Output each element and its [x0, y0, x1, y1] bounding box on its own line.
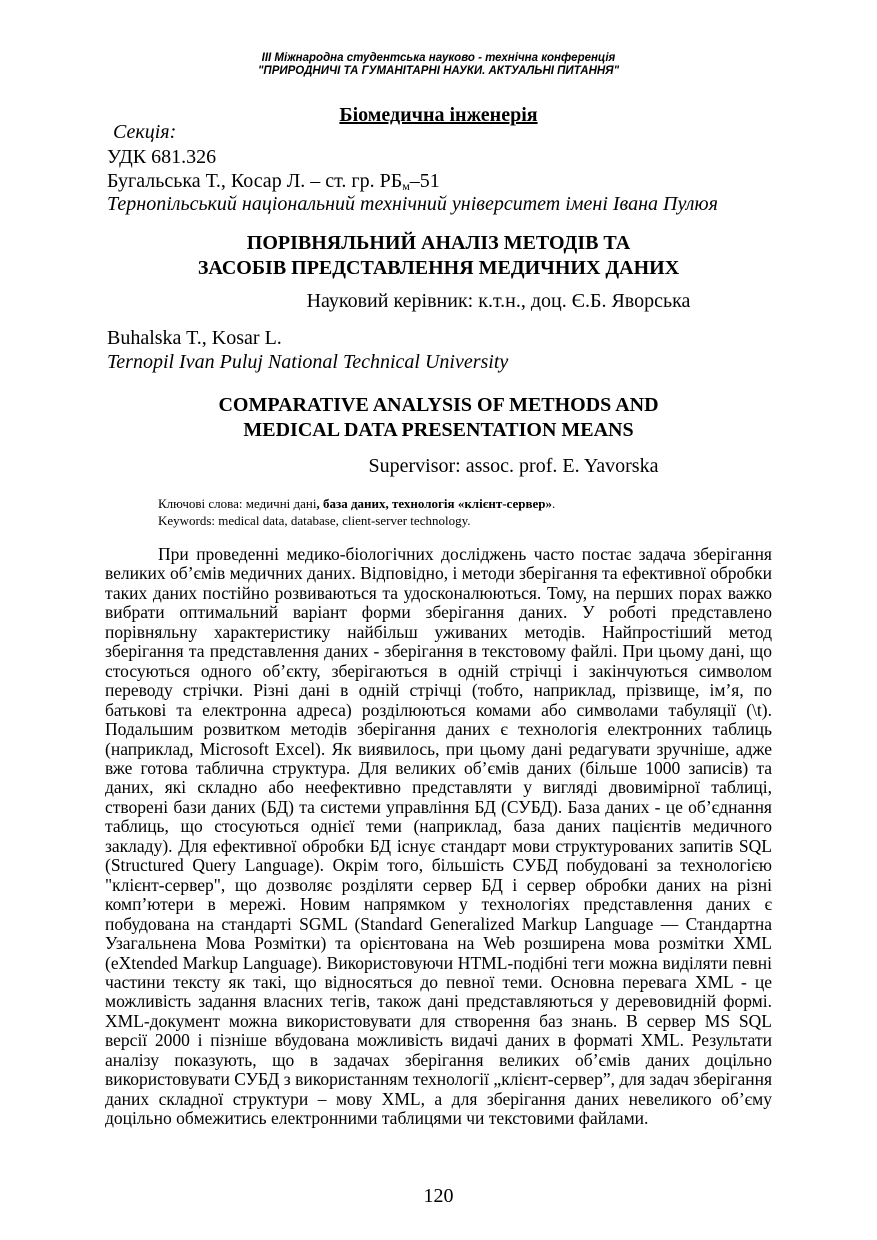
authors-ukrainian-names: Бугальська Т., Косар Л. – ст. гр. РБ: [107, 170, 403, 192]
conference-header-line1: ІІІ Міжнародна студентська науково - технічна конференція: [261, 52, 616, 64]
title-english-line2: MEDICAL DATA PRESENTATION MEANS: [243, 419, 634, 441]
page-number: 120: [423, 1185, 454, 1207]
keywords-ukrainian-prefix: Ключові слова: медичні дані: [158, 496, 317, 511]
supervisor-english: Supervisor: assoc. prof. E. Yavorska: [368, 455, 659, 477]
authors-ukrainian: [107, 170, 440, 194]
conference-header-line2: "ПРИРОДНИЧІ ТА ГУМАНІТАРНІ НАУКИ. АКТУАЛЬНІ ПИТАННЯ": [257, 65, 620, 77]
title-ukrainian-line2: ЗАСОБІВ ПРЕДСТАВЛЕННЯ МЕДИЧНИХ ДАНИХ: [197, 257, 680, 279]
university-ukrainian: Тернопільський національний технічний університет імені Івана Пулюя: [107, 193, 718, 215]
group-subscript: м: [402, 179, 410, 193]
abstract-body: При проведенні медико-біологічних досліджень часто постає задача зберігання великих об’ємів медичних даних. Відповідно, і методи зберігання та ефективної обробки таких даних постійно розвиваються та удосконалюються. Тому, на перших порах важко вибрати оптимальний варіант форми зберігання даних. У роботі представлено порівняльну характеристику найбільш уживаних методів. Найпростіший метод зберігання та представлення даних - зберігання в текстовому файлі. При цьому дані, що стосуються одного об’єкту, зберігаються в одній стрічці і закінчуються символом переводу стрічки. Різні дані в одній стрічці (тобто, наприклад, прізвище, ім’я, по батькові та електронна адреса) розділюються комами або символами табуляції (\t). Подальшим розвитком методів зберігання даних є технологія електронних таблиць (наприклад, Microsoft Excel). Як виявилось, при цьому дані редагувати зручніше, адже вже готова таблична структура. Для великих об’ємів даних (більше 1000 записів) та даних, які складно або неефективно представляти у вигляді двовимірної таблиці, створені бази даних (БД) та системи управління БД (СУБД). База даних - це об’єднання таблиць, що стосуються однієї теми (наприклад, база даних пацієнтів медичного закладу). Для ефективної обробки БД існує стандарт мови структурованих запитів SQL (Structured Query Language). Окрім того, більшість СУБД побудовані за технологією "клієнт-сервер", що дозволяє розділяти сервер БД і сервер обробки даних на різні комп’ютери в мережі. Новим напрямком у технологіях представлення даних є побудована на стандарті SGML (Standard Generalized Markup Language — Стандартна Узагальнена Мова Розмітки) та орієнтована на Web розширена мова розмітки XML (eXtended Markup Language). Використовуючи HTML-подібні теги можна виділяти певні частини тексту як такі, що відносяться до певної теми. Основна перевага XML - це можливість задання власних тегів, також дані представляються у деревовидній формі. XML-документ можна використовувати для створення баз знань. В сервер MS SQL версії 2000 і пізніше вбудована можливість видачі даних в форматі XML. Результати аналізу показують, що в задачах зберігання великих об’ємів даних доцільно використовувати СУБД з використанням технології „клієнт-сервер”, для задач зберігання даних складної структури – мову XML, а для зберігання даних невеликого об’єму доцільно обмежитись електронними таблицями чи текстовими файлами.: [105, 544, 772, 1129]
supervisor-ukrainian: Науковий керівник: к.т.н., доц. Є.Б. Яворська: [306, 290, 691, 312]
title-ukrainian-line1: ПОРІВНЯЛЬНИЙ АНАЛІЗ МЕТОДІВ ТА: [246, 232, 631, 254]
udk-code: УДК 681.326: [107, 146, 217, 168]
keywords-english: Keywords: medical data, database, client-server technology.: [158, 513, 471, 528]
keywords-ukrainian-end: .: [552, 496, 556, 511]
title-english-line1: COMPARATIVE ANALYSIS OF METHODS AND: [218, 394, 659, 416]
conference-header: [0, 52, 877, 78]
title-ukrainian: [0, 231, 877, 281]
group-suffix: –51: [409, 170, 440, 192]
keywords-ukrainian-bold: , база даних, технологія «клієнт-сервер»: [316, 496, 552, 511]
authors-english: Buhalska T., Kosar L.: [107, 327, 282, 349]
section-name: Біомедична інженерія: [339, 104, 538, 126]
keywords-ukrainian: [158, 496, 555, 512]
university-english: Ternopil Ivan Puluj National Technical University: [107, 351, 509, 373]
section-label: Секція:: [113, 121, 177, 143]
title-english: [0, 393, 877, 443]
